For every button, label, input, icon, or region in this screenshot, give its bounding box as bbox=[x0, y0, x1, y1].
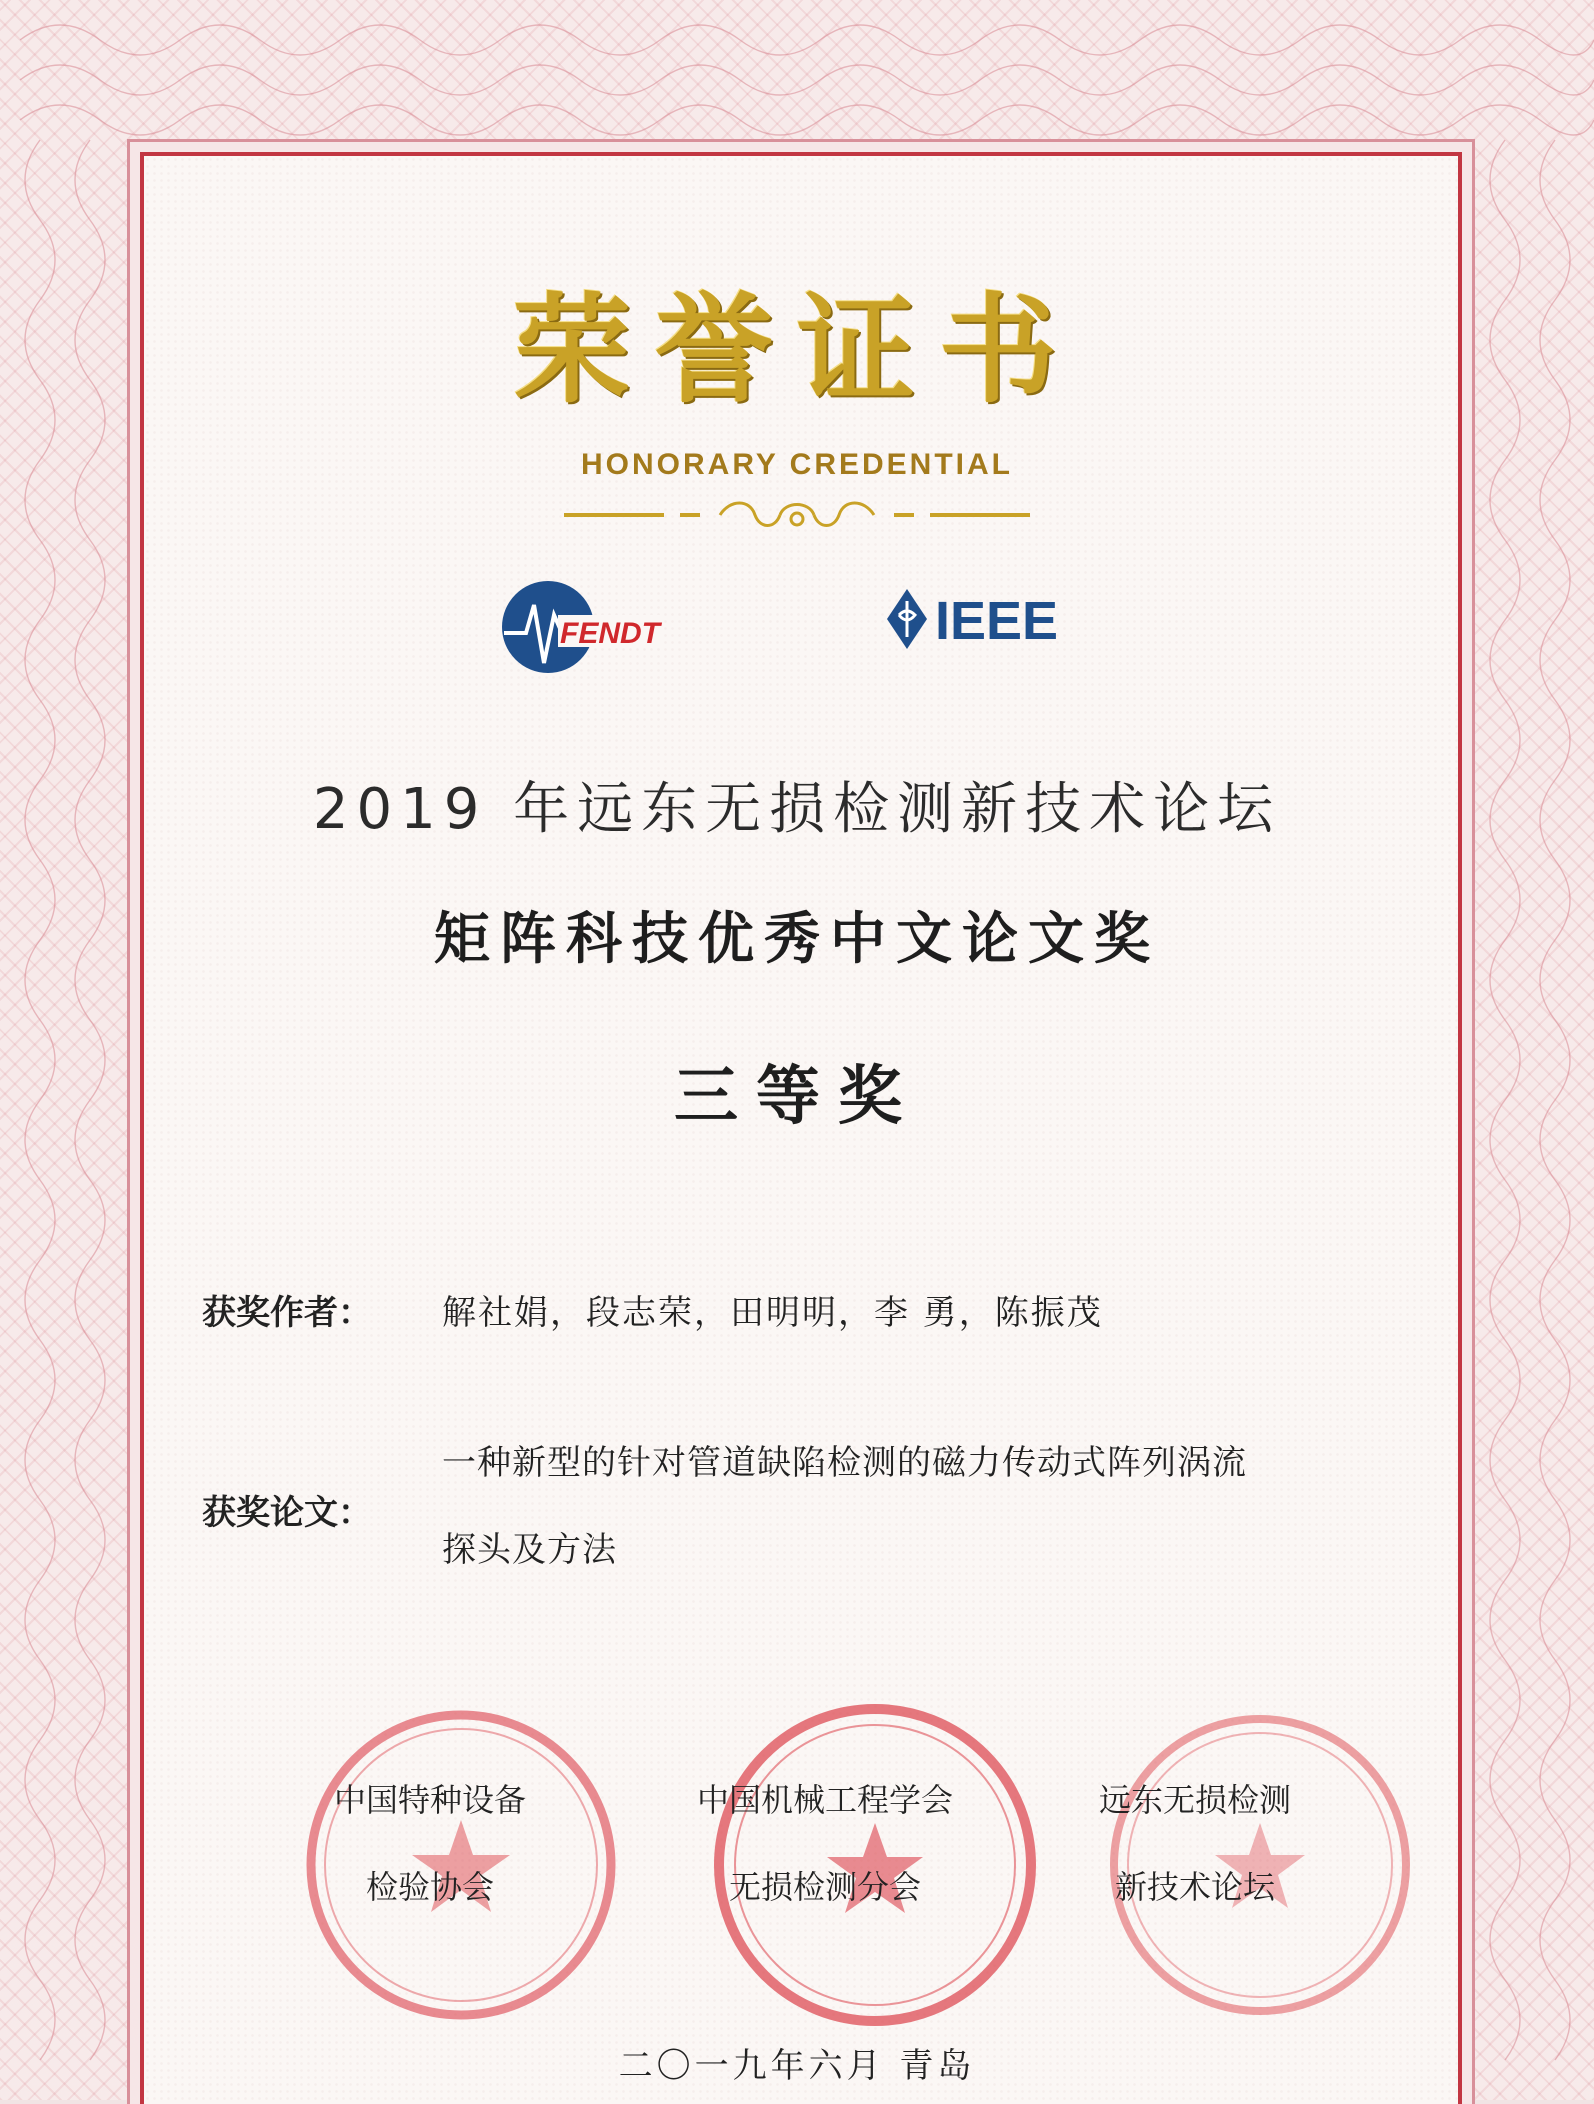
svg-text:IEEE: IEEE bbox=[935, 591, 1059, 651]
paper-label: 获奖论文： bbox=[202, 1493, 372, 1533]
authors-value: 解社娟，段志荣，田明明，李 勇，陈振茂 bbox=[442, 1293, 1103, 1333]
award-name: 矩阵科技优秀中文论文奖 bbox=[434, 906, 1160, 972]
paper-title-line-1: 一种新型的针对管道缺陷检测的磁力传动式阵列涡流 bbox=[442, 1443, 1247, 1483]
organizer-2-line-1: 中国机械工程学会 bbox=[696, 1781, 953, 1819]
organizer-2-line-2: 无损检测分会 bbox=[728, 1868, 921, 1906]
svg-text:FENDT: FENDT bbox=[560, 617, 660, 650]
paper-title-line-2: 探头及方法 bbox=[442, 1530, 617, 1570]
certificate-title-english: HONORARY CREDENTIAL bbox=[580, 448, 1013, 481]
issue-date-place: 二〇一九年六月 青岛 bbox=[618, 2046, 976, 2086]
organizer-3-line-1: 远东无损检测 bbox=[1098, 1781, 1291, 1819]
fendt-logo bbox=[486, 575, 666, 685]
gold-ornament-divider bbox=[560, 493, 1034, 537]
ieee-logo bbox=[885, 585, 1085, 655]
award-level: 三等奖 bbox=[674, 1059, 920, 1134]
organizer-1-line-2: 检验协会 bbox=[365, 1868, 494, 1906]
organizer-3-line-2: 新技术论坛 bbox=[1114, 1868, 1275, 1906]
certificate-title: 荣誉证书 bbox=[512, 280, 1081, 419]
organizer-1-line-1: 中国特种设备 bbox=[333, 1781, 526, 1819]
event-name: 2019 年远东无损检测新技术论坛 bbox=[312, 777, 1282, 842]
authors-label: 获奖作者： bbox=[202, 1293, 372, 1333]
